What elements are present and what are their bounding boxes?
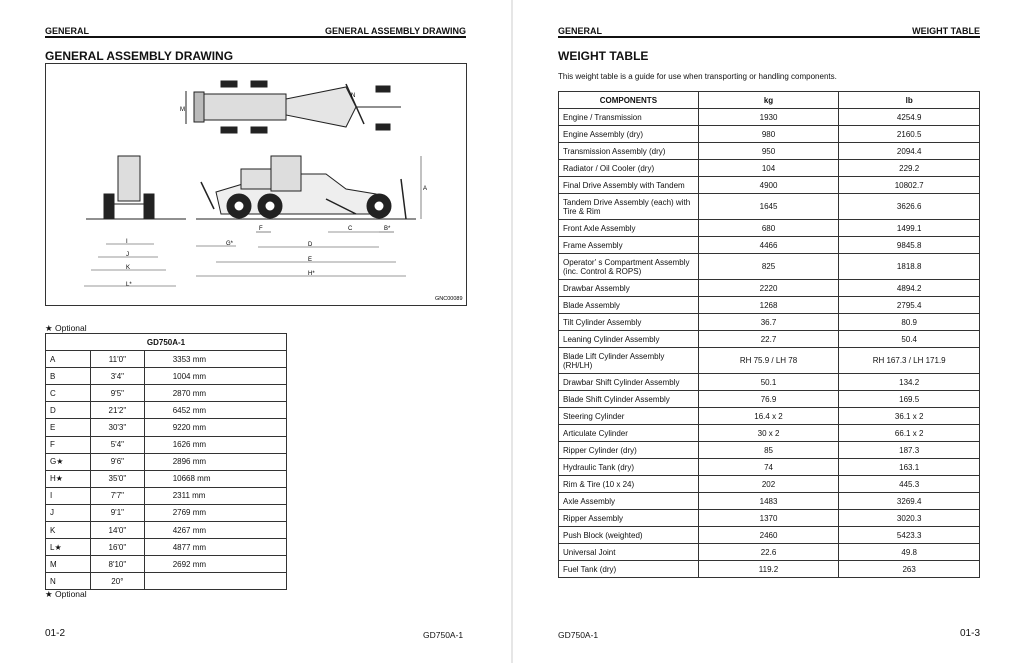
table-row — [559, 348, 980, 374]
table-row — [559, 408, 980, 425]
dim-label: N — [351, 93, 356, 99]
dim-label: E — [308, 257, 313, 263]
kg-cell: 680 — [698, 220, 839, 237]
page-title: GENERAL ASSEMBLY DRAWING — [45, 49, 234, 63]
table-row — [559, 561, 980, 578]
kg-cell: RH 75.9 / LH 78 — [698, 348, 839, 374]
header-section: GENERAL — [558, 26, 603, 36]
running-header — [45, 26, 466, 38]
table-row — [46, 453, 287, 470]
dim-imperial: 5'4" — [91, 436, 145, 453]
header-section: GENERAL — [45, 26, 90, 36]
kg-cell: 104 — [698, 160, 839, 177]
component-cell: Hydraulic Tank (dry) — [559, 459, 699, 476]
dim-imperial: 7'7" — [91, 487, 145, 504]
component-cell: Ripper Assembly — [559, 510, 699, 527]
drawing-code: GNC00089 — [435, 296, 463, 302]
table-row — [46, 402, 287, 419]
table-row — [559, 510, 980, 527]
optional-note: ★ Optional — [45, 323, 87, 333]
table-row — [559, 297, 980, 314]
table-row — [46, 487, 287, 504]
lb-cell: 4894.2 — [839, 280, 980, 297]
table-row — [559, 254, 980, 280]
header-topic: GENERAL ASSEMBLY DRAWING — [324, 26, 466, 36]
dim-imperial: 9'5" — [91, 385, 145, 402]
dim-label: C — [348, 226, 353, 232]
lb-cell: 2795.4 — [839, 297, 980, 314]
dim-metric: 2769 mm — [144, 504, 286, 521]
optional-note-bottom: ★ Optional — [45, 589, 87, 599]
table-row — [46, 556, 287, 573]
component-cell: Engine / Transmission — [559, 109, 699, 126]
footer-model: GD750A-1 — [423, 630, 464, 640]
dim-key: C — [46, 385, 91, 402]
table-row — [46, 573, 287, 590]
dim-key: D — [46, 402, 91, 419]
dim-key: K — [46, 522, 91, 539]
table-row — [46, 522, 287, 539]
dim-key: L★ — [46, 539, 91, 556]
kg-cell: 825 — [698, 254, 839, 280]
table-row — [559, 391, 980, 408]
kg-cell: 22.7 — [698, 331, 839, 348]
lb-cell: 2160.5 — [839, 126, 980, 143]
table-row — [559, 459, 980, 476]
lb-cell: RH 167.3 / LH 171.9 — [839, 348, 980, 374]
dim-imperial: 14'0" — [91, 522, 145, 539]
dim-imperial: 21'2" — [91, 402, 145, 419]
kg-cell: 202 — [698, 476, 839, 493]
kg-cell: 980 — [698, 126, 839, 143]
lb-cell: 36.1 x 2 — [839, 408, 980, 425]
table-row — [559, 220, 980, 237]
dim-metric: 4877 mm — [144, 539, 286, 556]
dim-label: M — [180, 107, 185, 113]
dim-label: D — [308, 242, 313, 248]
lb-cell: 134.2 — [839, 374, 980, 391]
col-components: COMPONENTS — [559, 92, 699, 109]
kg-cell: 30 x 2 — [698, 425, 839, 442]
lb-cell: 4254.9 — [839, 109, 980, 126]
component-cell: Engine Assembly (dry) — [559, 126, 699, 143]
component-cell: Universal Joint — [559, 544, 699, 561]
side-view — [196, 156, 416, 219]
dim-metric: 2692 mm — [144, 556, 286, 573]
lb-cell: 263 — [839, 561, 980, 578]
lb-cell: 80.9 — [839, 314, 980, 331]
assembly-drawing — [45, 63, 467, 306]
lb-cell: 9845.8 — [839, 237, 980, 254]
component-cell: Drawbar Assembly — [559, 280, 699, 297]
dim-metric — [144, 573, 286, 590]
table-row — [559, 280, 980, 297]
page-number: 01-2 — [45, 628, 66, 639]
kg-cell: 50.1 — [698, 374, 839, 391]
left-page — [0, 0, 511, 663]
kg-cell: 4466 — [698, 237, 839, 254]
model-header: GD750A-1 — [46, 334, 287, 351]
weight-table — [558, 91, 980, 578]
running-header — [558, 26, 980, 38]
kg-cell: 1930 — [698, 109, 839, 126]
component-cell: Blade Shift Cylinder Assembly — [559, 391, 699, 408]
table-row — [46, 419, 287, 436]
dim-imperial: 9'6" — [91, 453, 145, 470]
table-row — [559, 314, 980, 331]
kg-cell: 950 — [698, 143, 839, 160]
header-topic: WEIGHT TABLE — [912, 26, 980, 36]
table-row — [46, 470, 287, 487]
component-cell: Tilt Cylinder Assembly — [559, 314, 699, 331]
dim-key: F — [46, 436, 91, 453]
dim-metric: 1626 mm — [144, 436, 286, 453]
dim-metric: 4267 mm — [144, 522, 286, 539]
top-view — [186, 81, 401, 133]
component-cell: Drawbar Shift Cylinder Assembly — [559, 374, 699, 391]
dim-metric: 1004 mm — [144, 368, 286, 385]
lb-cell: 49.8 — [839, 544, 980, 561]
component-cell: Rim & Tire (10 x 24) — [559, 476, 699, 493]
dim-metric: 3353 mm — [144, 351, 286, 368]
table-row — [559, 177, 980, 194]
table-row — [559, 476, 980, 493]
dim-label: L* — [126, 282, 132, 288]
kg-cell: 1370 — [698, 510, 839, 527]
kg-cell: 76.9 — [698, 391, 839, 408]
kg-cell: 1268 — [698, 297, 839, 314]
kg-cell: 36.7 — [698, 314, 839, 331]
lb-cell: 1818.8 — [839, 254, 980, 280]
table-row — [559, 143, 980, 160]
dim-imperial: 9'1" — [91, 504, 145, 521]
kg-cell: 2460 — [698, 527, 839, 544]
kg-cell: 1645 — [698, 194, 839, 220]
table-row — [559, 425, 980, 442]
table-row — [46, 504, 287, 521]
table-row — [559, 544, 980, 561]
dim-metric: 2311 mm — [144, 487, 286, 504]
kg-cell: 22.6 — [698, 544, 839, 561]
kg-cell: 1483 — [698, 493, 839, 510]
lb-cell: 10802.7 — [839, 177, 980, 194]
kg-cell: 4900 — [698, 177, 839, 194]
dim-metric: 10668 mm — [144, 470, 286, 487]
dimensions-table — [45, 333, 287, 590]
dim-label: I — [126, 239, 128, 245]
dim-imperial: 3'4" — [91, 368, 145, 385]
dim-key: H★ — [46, 470, 91, 487]
dim-imperial: 35'0" — [91, 470, 145, 487]
table-row — [46, 351, 287, 368]
dim-key: E — [46, 419, 91, 436]
component-cell: Articulate Cylinder — [559, 425, 699, 442]
dim-label: A — [423, 186, 428, 192]
dim-key: J — [46, 504, 91, 521]
component-cell: Transmission Assembly (dry) — [559, 143, 699, 160]
component-cell: Front Axle Assembly — [559, 220, 699, 237]
component-cell: Leaning Cylinder Assembly — [559, 331, 699, 348]
dim-metric: 2870 mm — [144, 385, 286, 402]
component-cell: Radiator / Oil Cooler (dry) — [559, 160, 699, 177]
lb-cell: 50.4 — [839, 331, 980, 348]
lb-cell: 3626.6 — [839, 194, 980, 220]
dim-key: B — [46, 368, 91, 385]
page-number: 01-3 — [960, 628, 981, 639]
dim-label: G* — [226, 241, 234, 247]
lb-cell: 1499.1 — [839, 220, 980, 237]
lb-cell: 445.3 — [839, 476, 980, 493]
dim-label: F — [259, 226, 263, 232]
page-title: WEIGHT TABLE — [558, 49, 649, 63]
table-row — [559, 126, 980, 143]
dim-key: I — [46, 487, 91, 504]
front-view — [86, 156, 186, 219]
lb-cell: 187.3 — [839, 442, 980, 459]
dim-label: J — [126, 252, 129, 258]
component-cell: Axle Assembly — [559, 493, 699, 510]
dim-key: G★ — [46, 453, 91, 470]
right-page — [513, 0, 1024, 663]
dim-imperial: 8'10" — [91, 556, 145, 573]
kg-cell: 2220 — [698, 280, 839, 297]
lb-cell: 229.2 — [839, 160, 980, 177]
component-cell: Frame Assembly — [559, 237, 699, 254]
table-row — [559, 493, 980, 510]
dim-label: H* — [308, 271, 315, 277]
dim-key: M — [46, 556, 91, 573]
component-cell: Steering Cylinder — [559, 408, 699, 425]
component-cell: Blade Assembly — [559, 297, 699, 314]
dim-imperial: 11'0" — [91, 351, 145, 368]
intro-text: This weight table is a guide for use when transporting or handling components. — [558, 72, 837, 81]
dim-key: A — [46, 351, 91, 368]
component-cell: Final Drive Assembly with Tandem — [559, 177, 699, 194]
table-row — [46, 539, 287, 556]
lb-cell: 5423.3 — [839, 527, 980, 544]
table-row — [559, 527, 980, 544]
table-row — [46, 368, 287, 385]
motor-grader-illustration — [46, 64, 466, 305]
footer-model: GD750A-1 — [558, 630, 599, 640]
table-row — [46, 385, 287, 402]
col-lb: lb — [839, 92, 980, 109]
lb-cell: 2094.4 — [839, 143, 980, 160]
dim-label: K — [126, 265, 131, 271]
lb-cell: 3269.4 — [839, 493, 980, 510]
col-kg: kg — [698, 92, 839, 109]
dim-key: N — [46, 573, 91, 590]
kg-cell: 119.2 — [698, 561, 839, 578]
dim-label: B* — [384, 226, 391, 232]
table-row — [559, 331, 980, 348]
table-row — [559, 194, 980, 220]
component-cell: Operator' s Compartment Assembly (inc. Control & ROPS) — [559, 254, 699, 280]
dim-imperial: 20° — [91, 573, 145, 590]
lb-cell: 169.5 — [839, 391, 980, 408]
dim-imperial: 30'3" — [91, 419, 145, 436]
component-cell: Ripper Cylinder (dry) — [559, 442, 699, 459]
table-row — [559, 442, 980, 459]
table-row — [559, 109, 980, 126]
component-cell: Tandem Drive Assembly (each) with Tire & Rim — [559, 194, 699, 220]
dim-imperial: 16'0" — [91, 539, 145, 556]
dim-metric: 6452 mm — [144, 402, 286, 419]
dim-metric: 9220 mm — [144, 419, 286, 436]
table-row — [559, 160, 980, 177]
lb-cell: 163.1 — [839, 459, 980, 476]
table-row — [559, 237, 980, 254]
table-row — [559, 374, 980, 391]
component-cell: Blade Lift Cylinder Assembly (RH/LH) — [559, 348, 699, 374]
lb-cell: 3020.3 — [839, 510, 980, 527]
kg-cell: 16.4 x 2 — [698, 408, 839, 425]
component-cell: Fuel Tank (dry) — [559, 561, 699, 578]
table-row — [46, 436, 287, 453]
kg-cell: 85 — [698, 442, 839, 459]
dim-metric: 2896 mm — [144, 453, 286, 470]
component-cell: Push Block (weighted) — [559, 527, 699, 544]
lb-cell: 66.1 x 2 — [839, 425, 980, 442]
kg-cell: 74 — [698, 459, 839, 476]
